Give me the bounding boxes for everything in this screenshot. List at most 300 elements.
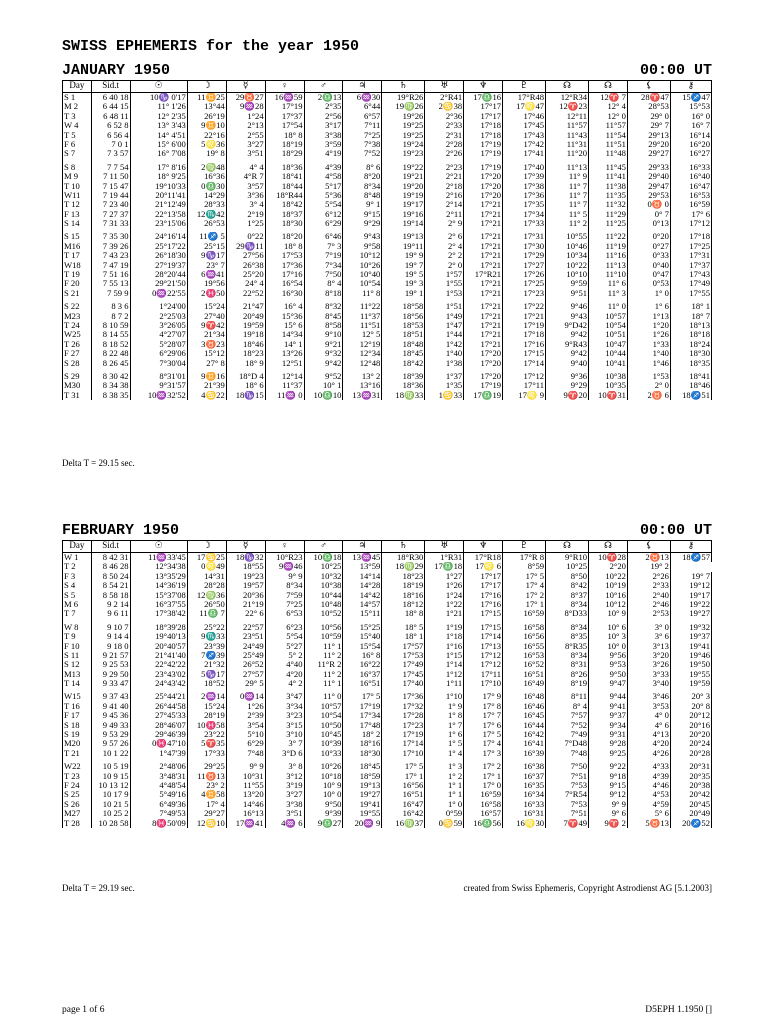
position-cell: 11♊25 [187,93,226,103]
position-cell: 18° 2 [343,730,382,739]
position-cell: 17°19 [464,149,503,158]
position-cell: 20°28 [670,749,711,758]
day-cell: T 3 [63,112,92,121]
position-cell: 17° 6 [670,210,711,219]
sidereal-time-cell: 10 21 5 [91,800,130,809]
position-cell: 9°15 [589,781,628,790]
position-cell: 17°23 [503,289,546,298]
column-header-row [63,541,712,553]
position-cell: 16°51 [382,790,425,799]
position-cell: 1°33 [627,340,670,349]
position-cell: 11°54 [589,131,628,140]
position-cell: 18°19 [265,140,304,149]
position-cell: 2°25'03 [130,312,187,321]
position-cell: 13° 2 [343,372,382,381]
position-cell: 1°16 [425,642,464,651]
position-cell: 17° 2 [503,591,546,600]
position-cell: 9°58 [343,242,382,251]
position-cell: 10°12 [589,600,628,609]
sidereal-time-cell: 7 55 13 [91,279,130,288]
day-cell: W 8 [63,623,92,632]
position-cell: 14°29 [187,191,226,200]
position-cell: 17°21 [464,219,503,228]
position-cell: 14°36'19 [130,581,187,590]
day-cell: S 29 [63,372,92,381]
position-cell: 21°41'40 [130,651,187,660]
position-cell: 4°19 [304,149,343,158]
sidereal-time-cell: 6 40 18 [91,93,130,103]
position-cell: 1°11 [425,679,464,688]
position-cell: 8° 6 [343,163,382,172]
position-cell: 1°40 [627,349,670,358]
position-cell: 19° 9 [382,251,425,260]
position-cell: 1°37 [425,372,464,381]
table-row [63,553,712,563]
position-cell: 25°44'21 [130,692,187,701]
position-cell: 10°25 [304,562,343,571]
position-cell: 4♊58 [187,790,226,799]
position-cell: 18° 5 [382,623,425,632]
position-cell: 9°40 [546,359,589,368]
position-cell: 8°34 [546,600,589,609]
position-cell: 22°42'22 [130,660,187,669]
position-cell: 8°42 [546,581,589,590]
position-cell: 25°20 [226,270,265,279]
position-cell: 18♍33 [382,391,425,400]
position-cell: 19°55 [670,670,711,679]
position-cell: 7°19 [304,251,343,260]
position-cell: 1° 8 [425,711,464,720]
position-cell: 8°45 [304,312,343,321]
position-cell: 2°20 [589,562,628,571]
position-cell: 11°51 [589,140,628,149]
position-cell: 17°21 [503,312,546,321]
position-cell: 17°54 [265,121,304,130]
position-cell: 12°51 [265,359,304,368]
position-cell: 20°11'41 [130,191,187,200]
position-cell: 20°35 [670,772,711,781]
position-cell: 20°24 [670,739,711,748]
position-cell: 10°57 [589,312,628,321]
position-cell: 19°22 [670,600,711,609]
position-cell: 6°53 [265,609,304,618]
position-cell: 9°31 [589,730,628,739]
position-cell: 3°12 [265,772,304,781]
position-cell: 8°11 [546,692,589,701]
position-cell: 16°42 [503,730,546,739]
position-cell: 11° 7 [546,182,589,191]
position-cell: 3°26 [627,660,670,669]
february-ephemeris-table [62,540,712,828]
position-cell: 16°41 [503,739,546,748]
position-cell: 1°26 [627,330,670,339]
position-cell: 1°46 [627,359,670,368]
position-cell: 1°10 [425,692,464,701]
position-cell: 27°56 [226,251,265,260]
position-cell: 10°34 [546,251,589,260]
position-cell: 19°23 [226,572,265,581]
position-cell: 3°13 [627,642,670,651]
position-cell: 3°27 [226,140,265,149]
document-title: SWISS EPHEMERIS for the year 1950 [62,38,360,55]
table-row [63,562,712,571]
position-cell: 17°53 [265,251,304,260]
day-cell: S 5 [63,591,92,600]
position-cell: 9°31'57 [130,381,187,390]
position-cell: 17°17 [464,112,503,121]
position-cell: 11° 1 [304,679,343,688]
position-cell: 8° 4 [304,279,343,288]
position-cell: 29°20 [627,140,670,149]
position-cell: 23°51 [226,632,265,641]
sidereal-time-cell: 9 21 57 [91,651,130,660]
sidereal-time-cell: 8 38 35 [91,391,130,400]
position-cell: 22° 6 [226,609,265,618]
position-cell: 19°37 [670,632,711,641]
position-cell: 18°13 [670,321,711,330]
sidereal-time-cell: 10 1 22 [91,749,130,758]
position-cell: 9♈ 2 [589,819,628,828]
position-cell: 2°26 [627,572,670,581]
sidereal-time-cell: 9 53 29 [91,730,130,739]
position-cell: 16°46 [503,702,546,711]
position-cell: 4°39 [627,772,670,781]
position-cell: 11° 1 [304,642,343,651]
position-cell: 5° 2 [265,651,304,660]
position-cell: 10°32 [304,572,343,581]
position-cell: 0°40 [627,261,670,270]
position-cell: 16°35 [503,781,546,790]
position-cell: 15°25 [343,623,382,632]
position-cell: 16°36 [187,172,226,181]
position-cell: 16♒59 [265,93,304,103]
position-cell: 17♌ 9 [503,391,546,400]
position-cell: 14°14 [343,572,382,581]
position-cell: 16°56 [382,781,425,790]
position-cell: 8°34 [265,581,304,590]
position-cell: 16°13 [226,809,265,818]
position-cell: 17°40 [382,679,425,688]
position-cell: 15°53 [670,102,711,111]
position-cell: 19°25 [382,131,425,140]
position-cell: 11°13 [589,261,628,270]
position-cell: 8°31'01 [130,372,187,381]
table-row [63,739,712,748]
position-cell: 4°13 [627,730,670,739]
position-cell: 23°39 [187,642,226,651]
sidereal-time-cell: 7 3 57 [91,149,130,158]
position-cell: 17°10 [464,679,503,688]
position-cell: 18° 7 [670,312,711,321]
position-cell: 2°26 [425,149,464,158]
position-cell: 4°20 [627,739,670,748]
position-cell: 19° 3 [382,279,425,288]
position-cell: 24°43'42 [130,679,187,688]
position-cell: 5♉13 [627,819,670,828]
position-cell: 1° 2 [425,772,464,781]
day-cell: M23 [63,312,92,321]
position-cell: 16°33 [503,800,546,809]
position-cell: 2°23 [425,163,464,172]
position-cell: 19°27 [670,609,711,618]
position-cell: 17°53 [382,651,425,660]
position-cell: 0♋59 [425,819,464,828]
position-cell: 17°11 [464,670,503,679]
position-cell: 18°52 [187,679,226,688]
position-cell: 17°38 [503,182,546,191]
position-cell: 3°15 [265,721,304,730]
position-cell: 17°40 [503,163,546,172]
position-cell: 29°53 [627,191,670,200]
position-cell: 3°D 6 [265,749,304,758]
position-cell: 1°R31 [425,553,464,563]
position-cell: 6°12 [304,210,343,219]
position-cell: 19°17 [670,591,711,600]
position-cell: 9°32 [304,349,343,358]
position-cell: 16°34 [503,790,546,799]
table-row [63,321,712,330]
position-cell: 15°12 [187,349,226,358]
position-cell: 29°13 [627,131,670,140]
position-cell: 16♍37 [382,819,425,828]
position-cell: 12°11 [546,112,589,121]
position-cell: 5° 6 [627,809,670,818]
position-cell: 2° 9 [425,219,464,228]
position-cell: 10°52 [304,609,343,618]
position-cell: 17°19 [464,381,503,390]
position-cell: 17°49 [670,279,711,288]
position-cell: 16°51 [343,679,382,688]
sidereal-time-cell: 7 51 16 [91,270,130,279]
position-cell: 18°42 [265,200,304,209]
day-cell: W15 [63,692,92,701]
position-cell: 21°12'49 [130,200,187,209]
position-cell: 12♈ 7 [589,93,628,103]
column-header: Day [63,81,92,93]
position-cell: 10°10 [546,270,589,279]
day-cell: S 14 [63,219,92,228]
table-row [63,600,712,609]
position-cell: 6♒41 [187,270,226,279]
position-cell: 19°46 [670,651,711,660]
position-cell: 9°42 [304,359,343,368]
position-cell: 10°25 [546,562,589,571]
position-cell: 8°48 [343,191,382,200]
position-cell: 15° 6'00 [130,140,187,149]
position-cell: 3°51 [226,149,265,158]
position-cell: 18°12 [382,600,425,609]
position-cell: 9°22 [589,762,628,771]
position-cell: 17°23 [382,721,425,730]
position-cell: 10°54 [589,321,628,330]
position-cell: 29♑11 [226,242,265,251]
position-cell: 25°49 [226,651,265,660]
column-header: Sid.t [91,541,130,553]
position-cell: 4♒ 6 [265,819,304,828]
position-cell: 7°53 [546,781,589,790]
position-cell: 14°57 [343,600,382,609]
position-cell: 26°19 [187,112,226,121]
day-cell: M 9 [63,172,92,181]
position-cell: 9°46 [546,302,589,311]
position-cell: 17°43 [503,131,546,140]
position-cell: 26°44'58 [130,702,187,711]
position-cell: 16°57 [464,809,503,818]
sidereal-time-cell: 9 33 47 [91,679,130,688]
position-cell: 19° 7 [382,261,425,270]
position-cell: 9♊10 [187,121,226,130]
position-cell: 3°54 [226,721,265,730]
sidereal-time-cell: 7 43 23 [91,251,130,260]
column-header: ☿ [226,541,265,553]
position-cell: 17°21 [464,289,503,298]
column-header: ☉ [130,541,187,553]
position-cell: 17°19 [464,163,503,172]
position-cell: 1°15 [425,651,464,660]
position-cell: 18°36 [382,381,425,390]
position-cell: 26°38 [226,261,265,270]
position-cell: 15°11 [343,609,382,618]
column-header: ☽ [187,541,226,553]
day-cell: F 13 [63,210,92,219]
position-cell: 10°26 [343,261,382,270]
day-cell: T 17 [63,251,92,260]
month-name: FEBRUARY 1950 [62,522,180,539]
position-cell: 26°53 [187,219,226,228]
position-cell: 17°35 [503,200,546,209]
position-cell: 17°27 [503,261,546,270]
position-cell: 2°31 [425,131,464,140]
position-cell: 18°55 [226,562,265,571]
position-cell: 10°56 [304,623,343,632]
position-cell: 16°38 [503,762,546,771]
position-cell: 19°11 [382,242,425,251]
position-cell: 16° 8 [343,651,382,660]
position-cell: 10°41 [589,359,628,368]
position-cell: 17°26 [503,270,546,279]
position-cell: 9♈42 [187,321,226,330]
position-cell: 5♑17 [187,670,226,679]
position-cell: 19°26 [382,112,425,121]
position-cell: 3° 0 [627,623,670,632]
position-cell: 9°43 [546,312,589,321]
position-cell: 7°52 [546,721,589,730]
position-cell: 17°16 [464,600,503,609]
position-cell: 2♋38 [425,102,464,111]
position-cell: 23° 7 [187,261,226,270]
sidereal-time-cell: 8 10 59 [91,321,130,330]
position-cell: 27°40 [187,312,226,321]
position-cell: 6°29 [226,739,265,748]
table-row [63,800,712,809]
position-cell: 18°56 [382,312,425,321]
position-cell: 19°16 [382,210,425,219]
position-cell: 18°45 [382,349,425,358]
position-cell: 9°56 [589,651,628,660]
position-cell: 19°27 [343,790,382,799]
sidereal-time-cell: 8 50 24 [91,572,130,581]
position-cell: 18°41 [670,372,711,381]
position-cell: 17°22 [503,302,546,311]
column-header: ☊ [589,81,628,93]
sidereal-time-cell: 7 0 1 [91,140,130,149]
table-row [63,581,712,590]
position-cell: 17°41 [503,149,546,158]
position-cell: 17♎16 [464,93,503,103]
position-cell: 10♓58 [187,721,226,730]
position-cell: 18°R30 [382,553,425,563]
position-cell: 13°44 [187,102,226,111]
position-cell: 0°59 [425,809,464,818]
position-cell: 16° 7 [670,121,711,130]
position-cell: 29° 0 [627,112,670,121]
column-header: ☽ [187,81,226,93]
position-cell: 18°48 [382,340,425,349]
position-cell: 11° 5 [546,210,589,219]
position-cell: 8°D33 [546,609,589,618]
position-cell: 11°55 [226,781,265,790]
position-cell: 7°38 [343,140,382,149]
position-cell: 18°24 [670,340,711,349]
position-cell: 2°28 [425,140,464,149]
position-cell: 3° 7 [265,739,304,748]
position-cell: 9°34 [589,721,628,730]
position-cell: 2°48'06 [130,762,187,771]
position-cell: 17°12 [670,219,711,228]
position-cell: 10°59 [304,632,343,641]
position-cell: 5°28'07 [130,340,187,349]
position-cell: 17°38'42 [130,609,187,618]
position-cell: 17° 1 [382,772,425,781]
position-cell: 10°45 [304,730,343,739]
position-cell: 14°34 [265,330,304,339]
position-cell: 2° 6 [425,232,464,241]
position-cell: 20°49 [670,809,711,818]
position-cell: 28°46'07 [130,721,187,730]
position-cell: 16♎56 [464,819,503,828]
position-cell: 20°31 [670,762,711,771]
day-cell: T 16 [63,702,92,711]
position-cell: 1°24 [226,112,265,121]
position-cell: 8°19 [546,679,589,688]
table-row [63,391,712,400]
position-cell: 8°26 [546,670,589,679]
position-cell: 7°53 [546,800,589,809]
position-cell: 11♒ 0 [265,391,304,400]
position-cell: 16°59 [670,200,711,209]
table-row [63,140,712,149]
position-cell: 2°18 [425,182,464,191]
column-header: Sid.t [91,81,130,93]
sidereal-time-cell: 8 54 21 [91,581,130,590]
position-cell: 17°R21 [464,270,503,279]
position-cell: 10° 6 [589,623,628,632]
position-cell: 29°25 [187,762,226,771]
day-cell: T 5 [63,131,92,140]
position-cell: 5♌36 [187,140,226,149]
position-cell: 1° 6 [425,730,464,739]
position-cell: 19°56 [187,279,226,288]
position-cell: 11° 0 [304,692,343,701]
position-cell: 16°37 [503,772,546,781]
position-cell: 17°25 [503,279,546,288]
position-cell: 7°49 [546,730,589,739]
sidereal-time-cell: 9 6 11 [91,609,130,618]
position-cell: 17°21 [464,261,503,270]
position-cell: 7°30'04 [130,359,187,368]
position-cell: 17°R 8 [503,553,546,563]
position-cell: 1°18 [425,632,464,641]
